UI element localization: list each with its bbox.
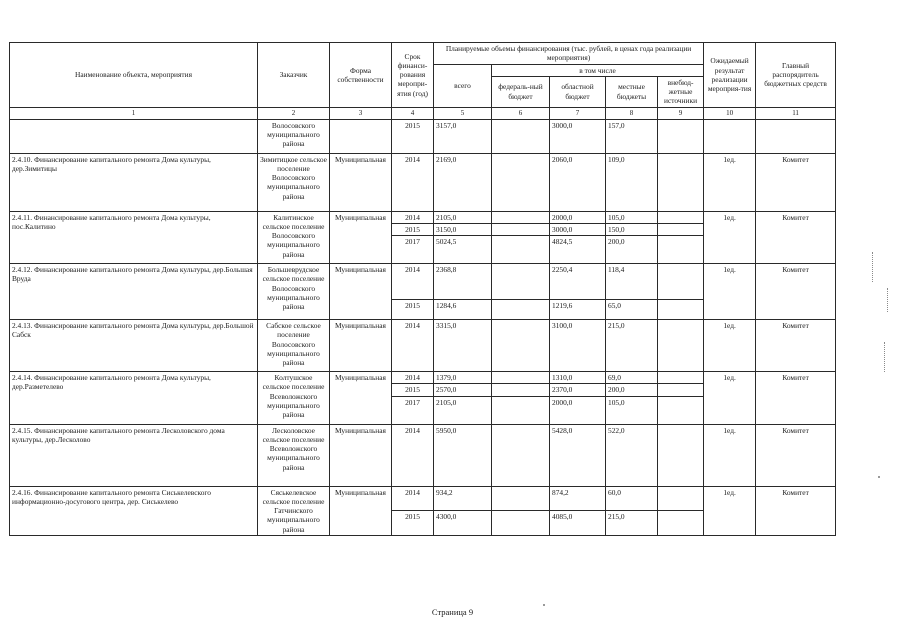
local-amount: 150,0	[606, 223, 658, 235]
local-amount: 105,0	[606, 396, 658, 424]
local-amount: 215,0	[606, 511, 658, 536]
financing-year: 2014	[392, 424, 434, 486]
expected-result: 1ед.	[704, 486, 756, 535]
financing-year: 2014	[392, 153, 434, 211]
extrabudget-amount	[658, 211, 704, 223]
customer-name: Сяськелевское сельское поселение Гатчинского муниципального района	[258, 486, 330, 535]
financing-year: 2017	[392, 236, 434, 264]
scan-smudge	[872, 252, 873, 282]
budget-manager: Комитет	[756, 264, 836, 320]
local-amount: 105,0	[606, 211, 658, 223]
total-amount: 2169,0	[434, 153, 492, 211]
ownership-form: Муниципальная	[330, 320, 392, 372]
local-amount: 200,0	[606, 384, 658, 396]
extrabudget-amount	[658, 223, 704, 235]
header-customer: Заказчик	[258, 43, 330, 108]
financing-year: 2014	[392, 372, 434, 384]
measure-name: 2.4.12. Финансирование капитального ремонта Дома культуры, дер.Большая Вруда	[10, 264, 258, 320]
total-amount: 2105,0	[434, 211, 492, 223]
column-index: 2	[258, 107, 330, 119]
local-amount: 60,0	[606, 486, 658, 511]
customer-name: Зимитицкое сельское поселение Волосовского муниципального района	[258, 153, 330, 211]
table-row	[10, 424, 836, 486]
header-term: Срок финанси-рования меропри-ятия (год)	[392, 43, 434, 108]
header-regional: областной бюджет	[550, 76, 606, 107]
header-local: местные бюджеты	[606, 76, 658, 107]
regional-amount: 874,2	[550, 486, 606, 511]
ownership-form: Муниципальная	[330, 486, 392, 535]
extrabudget-amount	[658, 486, 704, 511]
customer-name: Лесколовское сельское поселение Всеволожского муниципального района	[258, 424, 330, 486]
header-total: всего	[434, 64, 492, 107]
federal-amount	[492, 119, 550, 153]
local-amount: 65,0	[606, 300, 658, 320]
regional-amount: 4085,0	[550, 511, 606, 536]
regional-amount: 2370,0	[550, 384, 606, 396]
total-amount: 1284,6	[434, 300, 492, 320]
measure-name: 2.4.16. Финансирование капитального ремонта Сиськелевского информационно-досугового центра, дер. Сиськелево	[10, 486, 258, 535]
extrabudget-amount	[658, 153, 704, 211]
total-amount: 3157,0	[434, 119, 492, 153]
table-row	[10, 264, 836, 300]
scan-smudge	[887, 288, 888, 312]
budget-manager: Комитет	[756, 372, 836, 425]
header-including: в том числе	[492, 64, 704, 76]
regional-amount: 1310,0	[550, 372, 606, 384]
regional-amount: 4824,5	[550, 236, 606, 264]
federal-amount	[492, 300, 550, 320]
financing-year: 2015	[392, 300, 434, 320]
local-amount: 200,0	[606, 236, 658, 264]
expected-result: 1ед.	[704, 211, 756, 264]
regional-amount: 2250,4	[550, 264, 606, 300]
ownership-form: Муниципальная	[330, 153, 392, 211]
financing-year: 2014	[392, 486, 434, 511]
table-row	[10, 211, 836, 223]
federal-amount	[492, 223, 550, 235]
extrabudget-amount	[658, 320, 704, 372]
scan-speck	[878, 476, 880, 478]
local-amount: 157,0	[606, 119, 658, 153]
federal-amount	[492, 153, 550, 211]
total-amount: 2570,0	[434, 384, 492, 396]
federal-amount	[492, 424, 550, 486]
column-index: 11	[756, 107, 836, 119]
table-row	[10, 320, 836, 372]
financing-table	[9, 42, 836, 536]
extrabudget-amount	[658, 396, 704, 424]
total-amount: 5950,0	[434, 424, 492, 486]
budget-manager	[756, 119, 836, 153]
ownership-form: Муниципальная	[330, 211, 392, 264]
column-index: 3	[330, 107, 392, 119]
total-amount: 2368,8	[434, 264, 492, 300]
header-name: Наименование объекта, мероприятия	[10, 43, 258, 108]
total-amount: 1379,0	[434, 372, 492, 384]
federal-amount	[492, 264, 550, 300]
local-amount: 118,4	[606, 264, 658, 300]
table-row	[10, 372, 836, 384]
regional-amount: 5428,0	[550, 424, 606, 486]
local-amount: 109,0	[606, 153, 658, 211]
expected-result	[704, 119, 756, 153]
federal-amount	[492, 372, 550, 384]
extrabudget-amount	[658, 372, 704, 384]
table-body	[10, 119, 836, 535]
total-amount: 3315,0	[434, 320, 492, 372]
federal-amount	[492, 511, 550, 536]
regional-amount: 3100,0	[550, 320, 606, 372]
budget-manager: Комитет	[756, 320, 836, 372]
total-amount: 5024,5	[434, 236, 492, 264]
extrabudget-amount	[658, 264, 704, 300]
scan-smudge	[884, 342, 885, 372]
column-index-row	[10, 107, 836, 119]
header-planned: Планируемые объемы финансирования (тыс. рублей, в ценах года реализации мероприятия)	[434, 43, 704, 65]
regional-amount: 2000,0	[550, 396, 606, 424]
header-result: Ожидаемый результат реализации мероприя-тия	[704, 43, 756, 108]
measure-name: 2.4.11. Финансирование капитального ремонта Дома культуры, пос.Калитино	[10, 211, 258, 264]
column-index: 7	[550, 107, 606, 119]
total-amount: 3150,0	[434, 223, 492, 235]
financing-year: 2015	[392, 119, 434, 153]
budget-manager: Комитет	[756, 153, 836, 211]
table-header	[10, 43, 836, 120]
page-number: Страница 9	[431, 607, 474, 617]
extrabudget-amount	[658, 236, 704, 264]
header-federal: федераль-ный бюджет	[492, 76, 550, 107]
extrabudget-amount	[658, 424, 704, 486]
budget-manager: Комитет	[756, 424, 836, 486]
financing-year: 2017	[392, 396, 434, 424]
expected-result: 1ед.	[704, 372, 756, 425]
budget-manager: Комитет	[756, 211, 836, 264]
extrabudget-amount	[658, 511, 704, 536]
ownership-form: Муниципальная	[330, 264, 392, 320]
measure-name: 2.4.10. Финансирование капитального ремонта Дома культуры, дер.Зимитицы	[10, 153, 258, 211]
ownership-form	[330, 119, 392, 153]
customer-name: Сабское сельское поселение Волосовского муниципального района	[258, 320, 330, 372]
local-amount: 522,0	[606, 424, 658, 486]
federal-amount	[492, 320, 550, 372]
ownership-form: Муниципальная	[330, 372, 392, 425]
table-row	[10, 486, 836, 511]
budget-manager: Комитет	[756, 486, 836, 535]
total-amount: 934,2	[434, 486, 492, 511]
ownership-form: Муниципальная	[330, 424, 392, 486]
federal-amount	[492, 211, 550, 223]
measure-name	[10, 119, 258, 153]
local-amount: 215,0	[606, 320, 658, 372]
extrabudget-amount	[658, 119, 704, 153]
financing-year: 2015	[392, 511, 434, 536]
column-index: 8	[606, 107, 658, 119]
header-extrabudget: внебюд-жетные источники	[658, 76, 704, 107]
financing-year: 2014	[392, 320, 434, 372]
federal-amount	[492, 486, 550, 511]
total-amount: 4300,0	[434, 511, 492, 536]
regional-amount: 3000,0	[550, 223, 606, 235]
column-index: 4	[392, 107, 434, 119]
column-index: 10	[704, 107, 756, 119]
regional-amount: 2060,0	[550, 153, 606, 211]
federal-amount	[492, 396, 550, 424]
expected-result: 1ед.	[704, 424, 756, 486]
expected-result: 1ед.	[704, 264, 756, 320]
extrabudget-amount	[658, 300, 704, 320]
financing-year: 2015	[392, 384, 434, 396]
federal-amount	[492, 236, 550, 264]
customer-name: Большеврудское сельское поселение Волосовского муниципального района	[258, 264, 330, 320]
regional-amount: 3000,0	[550, 119, 606, 153]
customer-name: Колтушское сельское поселение Всеволожского муниципального района	[258, 372, 330, 425]
customer-name: Волосовского муниципального района	[258, 119, 330, 153]
column-index: 5	[434, 107, 492, 119]
measure-name: 2.4.15. Финансирование капитального ремонта Лесколовского дома культуры, дер.Лесколово	[10, 424, 258, 486]
financing-year: 2015	[392, 223, 434, 235]
local-amount: 69,0	[606, 372, 658, 384]
header-ownership: Форма собственности	[330, 43, 392, 108]
expected-result: 1ед.	[704, 320, 756, 372]
scan-speck	[543, 604, 545, 606]
column-index: 1	[10, 107, 258, 119]
header-manager: Главный распорядитель бюджетных средств	[756, 43, 836, 108]
regional-amount: 2000,0	[550, 211, 606, 223]
extrabudget-amount	[658, 384, 704, 396]
regional-amount: 1219,6	[550, 300, 606, 320]
table-row	[10, 153, 836, 211]
total-amount: 2105,0	[434, 396, 492, 424]
column-index: 9	[658, 107, 704, 119]
column-index: 6	[492, 107, 550, 119]
measure-name: 2.4.14. Финансирование капитального ремонта Дома культуры, дер.Разметелево	[10, 372, 258, 425]
federal-amount	[492, 384, 550, 396]
table-row	[10, 119, 836, 153]
measure-name: 2.4.13. Финансирование капитального ремонта Дома культуры, дер.Большой Сабск	[10, 320, 258, 372]
customer-name: Калитинское сельское поселение Волосовского муниципального района	[258, 211, 330, 264]
financing-year: 2014	[392, 211, 434, 223]
financing-year: 2014	[392, 264, 434, 300]
expected-result: 1ед.	[704, 153, 756, 211]
